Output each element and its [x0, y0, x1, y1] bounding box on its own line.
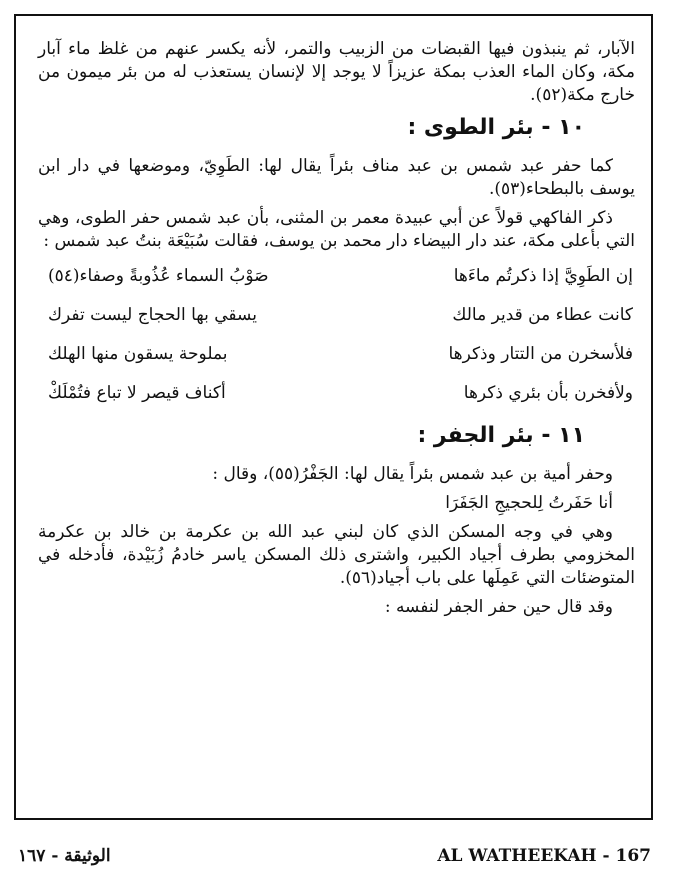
paragraph: كما حفر عبد شمس بن عبد مناف بئراً يقال لها: الطَوِيّ، وموضعها في دار ابن يوسف بالبطحاء(٥٣).	[38, 156, 635, 199]
page-footer	[0, 846, 673, 872]
paragraph: وهي في وجه المسكن الذي كان لبني عبد الله بن عكرمة بن خالد بن عكرمة المخزومي بطرف أجياد الكبير، واشترى ذلك المسكن ياسر خادمُ زُبَيْدة، فأدخله في المتوضئات التي عَمِلَها على باب أجياد(٥٦).	[38, 522, 635, 588]
section-heading-11: ١١ - بئر الجفر :	[417, 423, 585, 448]
paragraph: وحفر أمية بن عبد شمس بئراً يقال لها: الجَفْرُ(٥٥)، وقال :	[212, 464, 613, 484]
footer-arabic-page-number: الوثيقة - ١٦٧	[18, 846, 111, 866]
verse-second-hemistich: صَوْبُ السماء عُذُوبةً وصفاء(٥٤)	[48, 266, 269, 286]
section-heading-10: ١٠ - بئر الطوى :	[407, 115, 585, 140]
paragraph: الآبار، ثم ينبذون فيها القبضات من الزبيب والتمر، لأنه يكسر عنهم من غلظ ماء آبار مكة، وكان الماء العذب بمكة عزيزاً لا يوجد إلا لإنسان يستعذب له من بئر ميمون من خارج مكة(٥٢).	[38, 39, 635, 105]
verse-first-hemistich: فلأسخرن من التتار وذكرها	[448, 344, 633, 364]
verse-first-hemistich: كانت عطاء من قدير مالك	[452, 305, 633, 325]
verse-line	[38, 382, 635, 405]
verse-first-hemistich: إن الطَوِيَّ إذا ذكرتُم ماءَها	[453, 266, 633, 286]
verse-first-hemistich: ولأفخرن بأن بئري ذكرها	[463, 383, 633, 403]
paragraph: وقد قال حين حفر الجفر لنفسه :	[384, 597, 613, 617]
paragraph: أنا حَفَرتُ لِلحجيجِ الجَفَرَا	[445, 493, 613, 513]
page-body	[38, 38, 635, 625]
verse-second-hemistich: بملوحة يسقون منها الهلك	[48, 344, 228, 364]
verse-line	[38, 265, 635, 288]
footer-latin-page-number: AL WATHEEKAH - 167	[437, 846, 651, 866]
verse-second-hemistich: أكناف قيصر لا تباع فتُمْلَكْ	[48, 383, 226, 403]
verse-second-hemistich: يسقي بها الحجاج ليست تفرك	[48, 305, 257, 325]
verse-line	[38, 343, 635, 366]
verse-line	[38, 304, 635, 327]
paragraph: ذكر الفاكهي قولاً عن أبي عبيدة معمر بن المثنى، بأن عبد شمس حفر الطوى، وهي التي بأعلى مكة، عند دار البيضاء دار محمد بن يوسف، فقالت سُبَيْعَة بنتُ عبد شمس :	[38, 208, 635, 251]
